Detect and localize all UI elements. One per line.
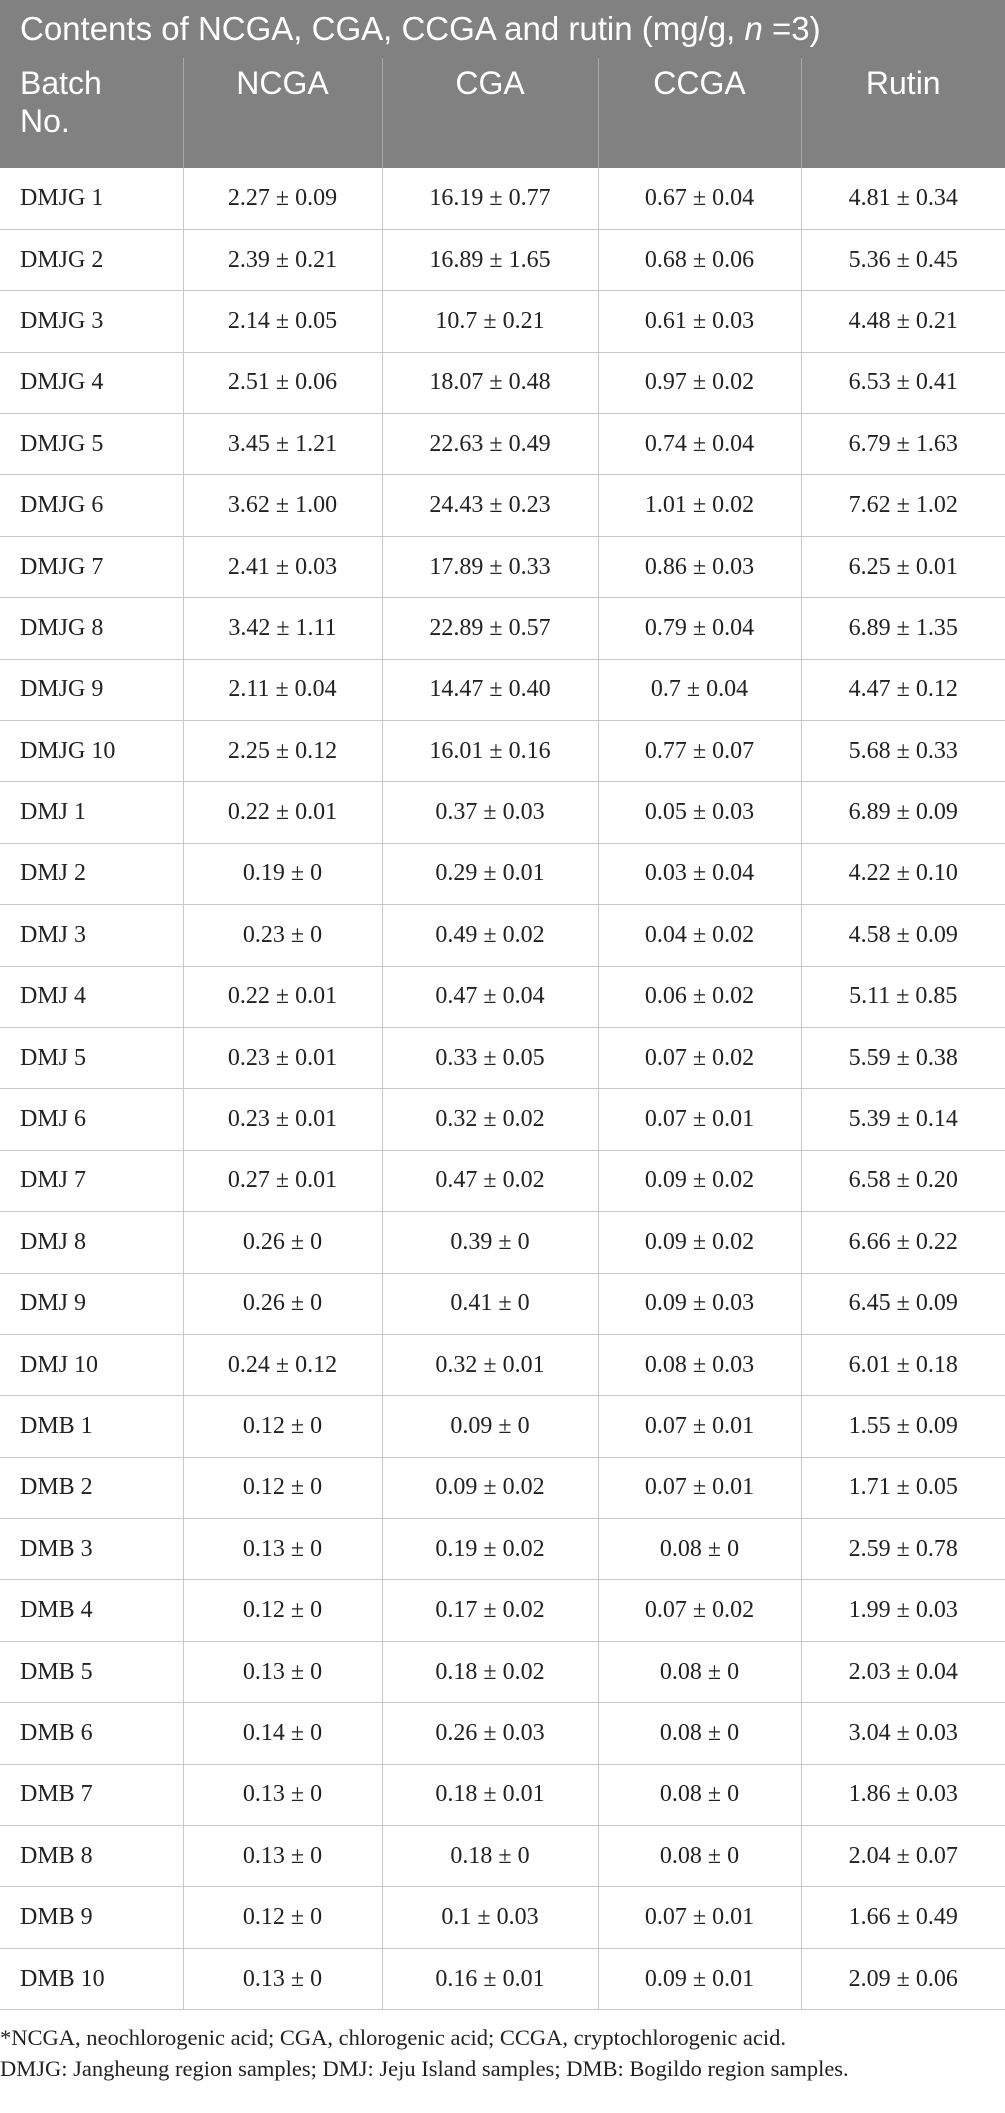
cell-ccga: 0.07 ± 0.01	[598, 1396, 801, 1457]
table-row	[0, 1334, 1005, 1395]
cell-batch: DMJ 9	[0, 1273, 183, 1334]
cell-ncga: 2.25 ± 0.12	[183, 721, 382, 782]
cell-batch: DMJ 2	[0, 843, 183, 904]
cell-rutin: 6.01 ± 0.18	[801, 1334, 1005, 1395]
cell-batch: DMB 6	[0, 1703, 183, 1764]
cell-ncga: 0.22 ± 0.01	[183, 782, 382, 843]
cell-ccga: 0.07 ± 0.01	[598, 1887, 801, 1948]
cell-ncga: 3.42 ± 1.11	[183, 598, 382, 659]
cell-batch: DMJ 8	[0, 1212, 183, 1273]
table-row	[0, 1826, 1005, 1887]
header-rutin: Rutin	[801, 58, 1005, 168]
footnote-abbreviations: *NCGA, neochlorogenic acid; CGA, chlorogenic acid; CCGA, cryptochlorogenic acid.	[0, 2025, 787, 2051]
cell-rutin: 5.59 ± 0.38	[801, 1027, 1005, 1088]
table-row	[0, 1703, 1005, 1764]
cell-cga: 14.47 ± 0.40	[382, 659, 598, 720]
cell-cga: 0.49 ± 0.02	[382, 905, 598, 966]
cell-cga: 0.17 ± 0.02	[382, 1580, 598, 1641]
cell-ccga: 0.7 ± 0.04	[598, 659, 801, 720]
cell-batch: DMB 4	[0, 1580, 183, 1641]
cell-rutin: 1.86 ± 0.03	[801, 1764, 1005, 1825]
cell-cga: 0.41 ± 0	[382, 1273, 598, 1334]
cell-batch: DMB 8	[0, 1826, 183, 1887]
cell-rutin: 1.71 ± 0.05	[801, 1457, 1005, 1518]
table-row	[0, 1457, 1005, 1518]
cell-rutin: 2.03 ± 0.04	[801, 1641, 1005, 1702]
cell-cga: 16.89 ± 1.65	[382, 229, 598, 290]
cell-rutin: 1.55 ± 0.09	[801, 1396, 1005, 1457]
cell-ccga: 0.08 ± 0	[598, 1641, 801, 1702]
table-title	[0, 0, 1005, 58]
cell-cga: 0.39 ± 0	[382, 1212, 598, 1273]
cell-batch: DMJ 5	[0, 1027, 183, 1088]
footnotes	[0, 2010, 1005, 2084]
cell-ncga: 0.26 ± 0	[183, 1273, 382, 1334]
cell-rutin: 6.79 ± 1.63	[801, 414, 1005, 475]
cell-batch: DMJG 4	[0, 352, 183, 413]
cell-cga: 16.19 ± 0.77	[382, 168, 598, 229]
cell-rutin: 4.47 ± 0.12	[801, 659, 1005, 720]
cell-batch: DMB 2	[0, 1457, 183, 1518]
cell-ccga: 0.74 ± 0.04	[598, 414, 801, 475]
cell-ccga: 0.07 ± 0.01	[598, 1457, 801, 1518]
cell-batch: DMJG 3	[0, 291, 183, 352]
cell-cga: 0.19 ± 0.02	[382, 1519, 598, 1580]
cell-ccga: 0.06 ± 0.02	[598, 966, 801, 1027]
cell-ncga: 2.27 ± 0.09	[183, 168, 382, 229]
cell-ncga: 2.41 ± 0.03	[183, 536, 382, 597]
cell-ncga: 0.23 ± 0.01	[183, 1027, 382, 1088]
cell-ccga: 0.07 ± 0.02	[598, 1580, 801, 1641]
cell-cga: 0.37 ± 0.03	[382, 782, 598, 843]
table-row	[0, 721, 1005, 782]
cell-ncga: 0.13 ± 0	[183, 1519, 382, 1580]
cell-batch: DMJG 10	[0, 721, 183, 782]
cell-rutin: 1.66 ± 0.49	[801, 1887, 1005, 1948]
cell-batch: DMB 5	[0, 1641, 183, 1702]
cell-ncga: 0.26 ± 0	[183, 1212, 382, 1273]
table-row	[0, 1887, 1005, 1948]
cell-rutin: 4.58 ± 0.09	[801, 905, 1005, 966]
cell-rutin: 3.04 ± 0.03	[801, 1703, 1005, 1764]
table-row	[0, 352, 1005, 413]
cell-cga: 0.47 ± 0.04	[382, 966, 598, 1027]
cell-ncga: 2.51 ± 0.06	[183, 352, 382, 413]
cell-ncga: 0.23 ± 0.01	[183, 1089, 382, 1150]
cell-ncga: 0.22 ± 0.01	[183, 966, 382, 1027]
table-row	[0, 598, 1005, 659]
cell-cga: 0.09 ± 0	[382, 1396, 598, 1457]
cell-batch: DMJG 1	[0, 168, 183, 229]
table-row	[0, 229, 1005, 290]
cell-rutin: 5.36 ± 0.45	[801, 229, 1005, 290]
header-batch-no: Batch No.	[0, 58, 183, 168]
header-cga: CGA	[382, 58, 598, 168]
cell-ccga: 0.04 ± 0.02	[598, 905, 801, 966]
cell-cga: 0.09 ± 0.02	[382, 1457, 598, 1518]
cell-batch: DMB 1	[0, 1396, 183, 1457]
cell-ncga: 0.13 ± 0	[183, 1764, 382, 1825]
table-row	[0, 1764, 1005, 1825]
table-header	[0, 58, 1005, 168]
cell-ccga: 0.08 ± 0	[598, 1764, 801, 1825]
cell-ccga: 1.01 ± 0.02	[598, 475, 801, 536]
cell-rutin: 4.48 ± 0.21	[801, 291, 1005, 352]
cell-ccga: 0.67 ± 0.04	[598, 168, 801, 229]
cell-batch: DMJ 6	[0, 1089, 183, 1150]
cell-batch: DMB 10	[0, 1948, 183, 2009]
cell-ccga: 0.08 ± 0	[598, 1519, 801, 1580]
cell-rutin: 1.99 ± 0.03	[801, 1580, 1005, 1641]
cell-rutin: 2.04 ± 0.07	[801, 1826, 1005, 1887]
cell-cga: 0.33 ± 0.05	[382, 1027, 598, 1088]
cell-cga: 22.89 ± 0.57	[382, 598, 598, 659]
cell-cga: 0.47 ± 0.02	[382, 1150, 598, 1211]
cell-cga: 0.18 ± 0.01	[382, 1764, 598, 1825]
cell-batch: DMB 3	[0, 1519, 183, 1580]
cell-batch: DMJ 7	[0, 1150, 183, 1211]
cell-rutin: 4.81 ± 0.34	[801, 168, 1005, 229]
cell-batch: DMJG 7	[0, 536, 183, 597]
footnote-regions: DMJG: Jangheung region samples; DMJ: Jeju Island samples; DMB: Bogildo region samples.	[0, 2056, 849, 2082]
cell-ncga: 2.39 ± 0.21	[183, 229, 382, 290]
cell-rutin: 6.25 ± 0.01	[801, 536, 1005, 597]
cell-cga: 0.26 ± 0.03	[382, 1703, 598, 1764]
cell-batch: DMJ 1	[0, 782, 183, 843]
cell-batch: DMJG 2	[0, 229, 183, 290]
table-row	[0, 1641, 1005, 1702]
cell-cga: 18.07 ± 0.48	[382, 352, 598, 413]
title-prefix: Contents of NCGA, CGA, CCGA and rutin (mg/g,	[20, 10, 745, 47]
cell-cga: 16.01 ± 0.16	[382, 721, 598, 782]
table-row	[0, 1212, 1005, 1273]
table-row	[0, 1580, 1005, 1641]
cell-batch: DMB 9	[0, 1887, 183, 1948]
header-row	[0, 58, 1005, 168]
cell-rutin: 6.66 ± 0.22	[801, 1212, 1005, 1273]
table-row	[0, 168, 1005, 229]
cell-batch: DMJG 5	[0, 414, 183, 475]
cell-cga: 0.1 ± 0.03	[382, 1887, 598, 1948]
cell-rutin: 5.68 ± 0.33	[801, 721, 1005, 782]
cell-rutin: 6.89 ± 0.09	[801, 782, 1005, 843]
cell-ccga: 0.09 ± 0.02	[598, 1212, 801, 1273]
cell-ccga: 0.08 ± 0	[598, 1703, 801, 1764]
cell-ncga: 0.12 ± 0	[183, 1580, 382, 1641]
cell-ncga: 0.27 ± 0.01	[183, 1150, 382, 1211]
cell-batch: DMJ 10	[0, 1334, 183, 1395]
cell-rutin: 6.45 ± 0.09	[801, 1273, 1005, 1334]
cell-ncga: 0.24 ± 0.12	[183, 1334, 382, 1395]
cell-rutin: 6.89 ± 1.35	[801, 598, 1005, 659]
cell-cga: 10.7 ± 0.21	[382, 291, 598, 352]
title-suffix: =3)	[762, 10, 821, 47]
table-row	[0, 475, 1005, 536]
table-body	[0, 168, 1005, 2010]
cell-ncga: 0.13 ± 0	[183, 1948, 382, 2009]
table-row	[0, 536, 1005, 597]
cell-ncga: 2.11 ± 0.04	[183, 659, 382, 720]
cell-ncga: 3.45 ± 1.21	[183, 414, 382, 475]
cell-ccga: 0.86 ± 0.03	[598, 536, 801, 597]
cell-ccga: 0.61 ± 0.03	[598, 291, 801, 352]
cell-rutin: 5.39 ± 0.14	[801, 1089, 1005, 1150]
title-n: n	[744, 10, 763, 47]
table-row	[0, 1027, 1005, 1088]
table-row	[0, 1150, 1005, 1211]
cell-rutin: 2.09 ± 0.06	[801, 1948, 1005, 2009]
cell-ncga: 2.14 ± 0.05	[183, 291, 382, 352]
cell-ccga: 0.97 ± 0.02	[598, 352, 801, 413]
cell-batch: DMJG 8	[0, 598, 183, 659]
cell-ncga: 0.23 ± 0	[183, 905, 382, 966]
table-row	[0, 1396, 1005, 1457]
cell-ccga: 0.08 ± 0	[598, 1826, 801, 1887]
cell-ccga: 0.08 ± 0.03	[598, 1334, 801, 1395]
cell-ncga: 0.12 ± 0	[183, 1887, 382, 1948]
cell-ncga: 0.12 ± 0	[183, 1457, 382, 1518]
cell-cga: 17.89 ± 0.33	[382, 536, 598, 597]
table-row	[0, 966, 1005, 1027]
cell-ncga: 0.13 ± 0	[183, 1826, 382, 1887]
cell-ccga: 0.09 ± 0.03	[598, 1273, 801, 1334]
table-row	[0, 782, 1005, 843]
cell-ccga: 0.09 ± 0.01	[598, 1948, 801, 2009]
cell-cga: 0.16 ± 0.01	[382, 1948, 598, 2009]
table-row	[0, 905, 1005, 966]
cell-ccga: 0.03 ± 0.04	[598, 843, 801, 904]
cell-ccga: 0.79 ± 0.04	[598, 598, 801, 659]
table-row	[0, 1519, 1005, 1580]
cell-ccga: 0.68 ± 0.06	[598, 229, 801, 290]
cell-cga: 0.18 ± 0	[382, 1826, 598, 1887]
cell-rutin: 6.53 ± 0.41	[801, 352, 1005, 413]
cell-batch: DMB 7	[0, 1764, 183, 1825]
cell-ncga: 0.14 ± 0	[183, 1703, 382, 1764]
cell-ccga: 0.07 ± 0.02	[598, 1027, 801, 1088]
cell-ncga: 0.13 ± 0	[183, 1641, 382, 1702]
cell-ncga: 0.12 ± 0	[183, 1396, 382, 1457]
cell-cga: 22.63 ± 0.49	[382, 414, 598, 475]
cell-cga: 0.29 ± 0.01	[382, 843, 598, 904]
table-row	[0, 1089, 1005, 1150]
cell-ccga: 0.05 ± 0.03	[598, 782, 801, 843]
table-row	[0, 843, 1005, 904]
cell-cga: 0.18 ± 0.02	[382, 1641, 598, 1702]
cell-batch: DMJG 9	[0, 659, 183, 720]
cell-rutin: 4.22 ± 0.10	[801, 843, 1005, 904]
table-row	[0, 414, 1005, 475]
table-row	[0, 1273, 1005, 1334]
cell-batch: DMJ 4	[0, 966, 183, 1027]
cell-rutin: 5.11 ± 0.85	[801, 966, 1005, 1027]
cell-rutin: 2.59 ± 0.78	[801, 1519, 1005, 1580]
contents-table	[0, 58, 1005, 2010]
table-row	[0, 659, 1005, 720]
cell-ncga: 3.62 ± 1.00	[183, 475, 382, 536]
table-row	[0, 1948, 1005, 2009]
cell-ncga: 0.19 ± 0	[183, 843, 382, 904]
cell-ccga: 0.07 ± 0.01	[598, 1089, 801, 1150]
cell-rutin: 7.62 ± 1.02	[801, 475, 1005, 536]
cell-cga: 24.43 ± 0.23	[382, 475, 598, 536]
cell-ccga: 0.77 ± 0.07	[598, 721, 801, 782]
cell-batch: DMJG 6	[0, 475, 183, 536]
table-row	[0, 291, 1005, 352]
cell-batch: DMJ 3	[0, 905, 183, 966]
header-ccga: CCGA	[598, 58, 801, 168]
cell-rutin: 6.58 ± 0.20	[801, 1150, 1005, 1211]
cell-cga: 0.32 ± 0.02	[382, 1089, 598, 1150]
header-ncga: NCGA	[183, 58, 382, 168]
cell-cga: 0.32 ± 0.01	[382, 1334, 598, 1395]
cell-ccga: 0.09 ± 0.02	[598, 1150, 801, 1211]
